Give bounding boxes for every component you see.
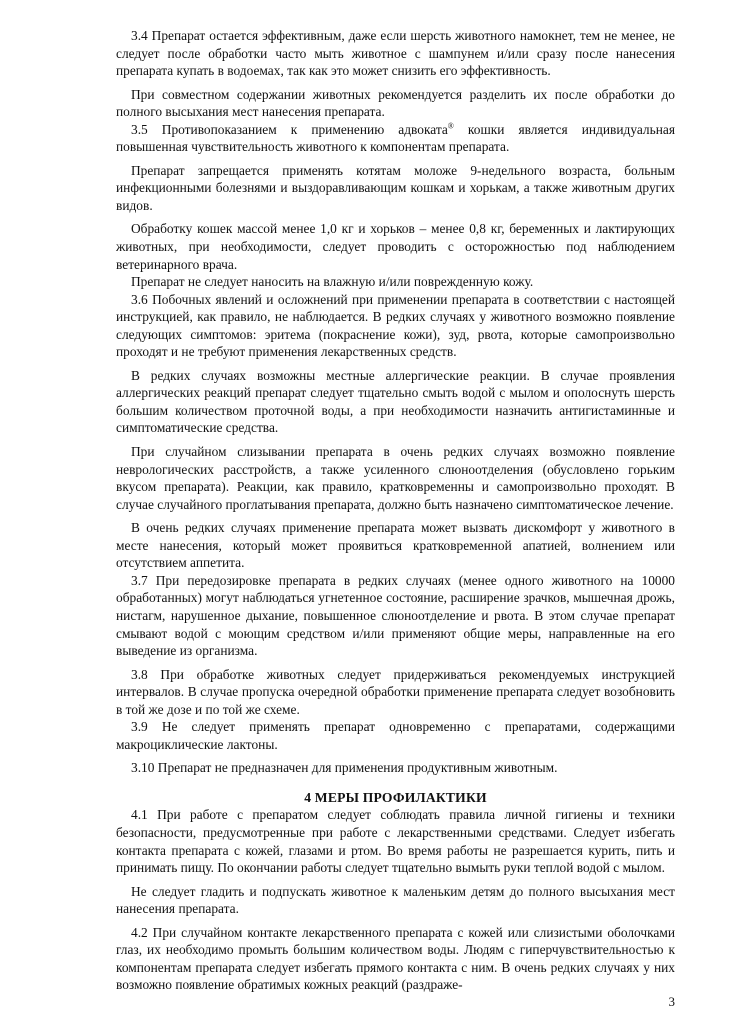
paragraph-3-4: 3.4 Препарат остается эффективным, даже если шерсть животного намокнет, тем не менее, не следует после обработки часто мыть животное с шампунем и/или сразу после нанесения препарата купать в водоемах, так как это может снизить его эффективность.: [116, 28, 675, 79]
paragraph-weight-caution: Обработку кошек массой менее 1,0 кг и хорьков – менее 0,8 кг, беременных и лактирующих животных, при необходимости, следует проводить с осторожностью под наблюдением ветеринарного врача.: [116, 221, 675, 272]
paragraph-3-8: 3.8 При обработке животных следует придерживаться рекомендуемых инструкцией интервалов. В случае пропуска очередной обработки применение препарата следует возобновить в той же дозе и по той же схеме.: [116, 666, 675, 717]
registered-mark: ®: [447, 121, 454, 131]
page-number: 3: [668, 994, 675, 1009]
paragraph-discomfort: В очень редких случаях применение препарата может вызвать дискомфорт у животного в месте нанесения, который может проявиться кратковременной апатией, волнением или отсутствием аппетита.: [116, 520, 675, 571]
paragraph-3-6: 3.6 Побочных явлений и осложнений при применении препарата в соответствии с настоящей инструкцией, как правило, не наблюдается. В редких случаях у животного возможно появление следующих симптомов: эритема (покраснение кожи), зуд, рвота, которые самопроизвольно проходят и не требуют применения лекарственных средств.: [116, 291, 675, 360]
paragraph-allergic: В редких случаях возможны местные аллергические реакции. В случае проявления аллергических реакций препарат следует тщательно смыть водой с мылом и ополоснуть шерсть большим количеством проточной воды, а при необходимости назначить антигистаминные и симптоматические средства.: [116, 367, 675, 436]
paragraph-3-9: 3.9 Не следует применять препарат одновременно с препаратами, содержащими макроциклические лактоны.: [116, 719, 675, 752]
paragraph-4-2: 4.2 При случайном контакте лекарственного препарата с кожей или слизистыми оболочками глаз, их необходимо промыть большим количеством воды. Людям с гиперчувствительностью к компонентам препарата следует избегать прямого контакта с ним. В очень редких случаях у них возможно появление обратимых кожных реакций (раздраже-: [116, 924, 675, 993]
paragraph-damaged-skin: Препарат не следует наносить на влажную и/или поврежденную кожу.: [131, 274, 534, 290]
paragraph-3-7: 3.7 При передозировке препарата в редких случаях (менее одного животного на 10000 обработанных) могут наблюдаться угнетенное состояние, расширение зрачков, мышечная дрожь, нистагм, нарушенное дыхание, повышенное слюноотделение и рвота. В этом случае препарат смывают водой с моющим средством и/или применяют общие меры, направленные на его выведение из организма.: [116, 572, 675, 659]
contraindication-text-start: 3.5 Противопоказанием к применению адвоката: [131, 121, 448, 137]
paragraph-licking: При случайном слизывании препарата в очень редких случаях возможно появление неврологических расстройств, а также усиленного слюноотделения (обусловлено горьким вкусом препарата). Реакции, как правило, кратковременны и самопроизвольно проходят. В случае случайного проглатывания препарата, должно быть назначено симптоматическое лечение.: [116, 444, 675, 512]
section-heading: 4 МЕРЫ ПРОФИЛАКТИКИ: [304, 789, 487, 805]
paragraph-3-10: 3.10 Препарат не предназначен для применения продуктивным животным.: [131, 760, 558, 776]
paragraph-children: Не следует гладить и подпускать животное к маленьким детям до полного высыхания мест нанесения препарата.: [116, 883, 675, 917]
paragraph-4-1: 4.1 При работе с препаратом следует соблюдать правила личной гигиены и техники безопасности, предусмотренные при работе с лекарственными средствами. Следует избегать контакта препарата с кожей, глазами и ртом. Во время работы не разрешается курить, пить и принимать пищу. По окончании работы следует тщательно вымыть руки теплой водой с мылом.: [116, 807, 675, 876]
paragraph-cohabitation: При совместном содержании животных рекомендуется разделить их после обработки до полного высыхания мест нанесения препарата.: [116, 86, 675, 120]
paragraph-3-5: [116, 121, 675, 156]
contraindication-text-end: кошки является индивидуальная повышенная чувствительность животного к компонентам препарата.: [116, 121, 675, 155]
paragraph-kittens: Препарат запрещается применять котятам моложе 9-недельного возраста, больным инфекционными болезнями и выздоравливающим кошкам и хорькам, а также животным других видов.: [116, 162, 675, 213]
